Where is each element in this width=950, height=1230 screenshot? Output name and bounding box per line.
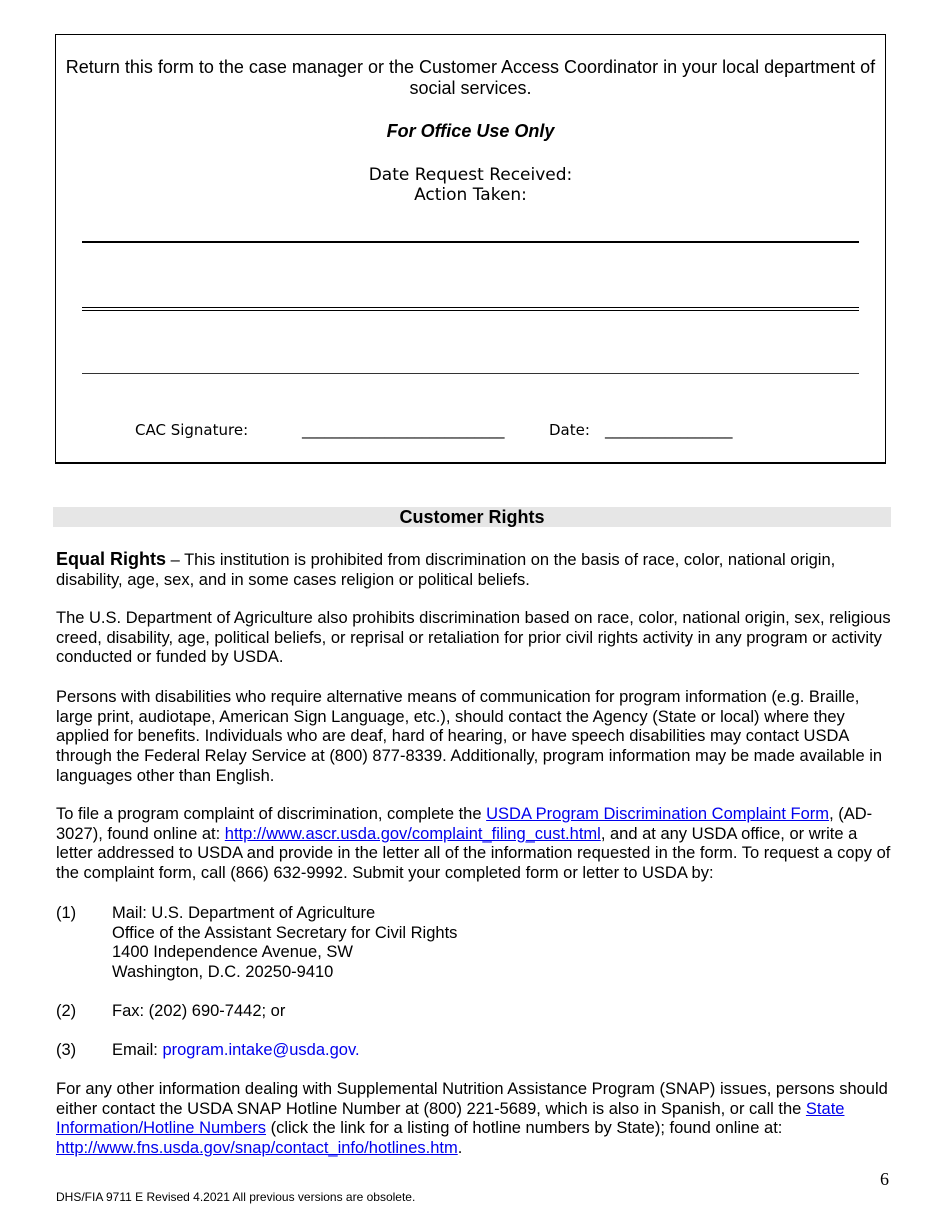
equal-rights-text: – This institution is prohibited from discrimination on the basis of race, color, national origin, disability, age, sex, and in some cases religion or political beliefs. [56,551,836,589]
complaint-intro: To file a program complaint of discrimination, complete the [56,805,487,823]
date-label: Date: [549,421,590,439]
disabilities-paragraph: Persons with disabilities who require alternative means of communication for program information (e.g. Braille, large print, audiotape, American Sign Language, etc.), should contact the Agency (State or local) where they applied for benefits. Individuals who are deaf, hard of hearing, or have speech disabilities may contact USDA through the Federal Relay Service at (800) 877-8339. Additionally, program information may be made available in languages other than English. [56,688,883,785]
action-line-2a[interactable] [82,307,859,308]
action-line-1[interactable] [82,241,859,243]
date-request-received-label: Date Request Received: [368,165,573,185]
snap-hotlines-url-link[interactable]: http://www.fns.usda.gov/snap/contact_info/hotlines.htm [56,1139,458,1158]
cac-signature-label: CAC Signature: [135,421,249,439]
complaint-form-link[interactable]: USDA Program Discrimination Complaint Form [486,805,830,823]
email-link[interactable]: program.intake@usda.gov. [162,1041,360,1059]
complaint-rest: , and at any USDA office, or write a letter addressed to USDA and provide in the letter all of the information requested in the form. To request a copy of the complaint form, call (866) 632-9992. Submit your completed form or letter to USDA by: [56,824,891,883]
complaint-paragraph [56,805,896,884]
date-field[interactable]: _________________ [605,421,733,439]
signature-row [56,421,885,441]
snap-paragraph [56,1080,896,1159]
option-number: (3) [56,1041,77,1059]
usda-prohibits-paragraph: The U.S. Department of Agriculture also prohibits discrimination based on race, color, national origin, sex, religious creed, disability, age, political beliefs, or reprisal or retaliation for prior civil rights activity in any program or activity conducted or funded by USDA. [56,609,891,667]
equal-rights-paragraph [56,550,896,590]
snap-end: . [457,1139,463,1158]
complaint-mid: , (AD-3027), found online at: [56,805,873,843]
email-item [112,1041,360,1061]
office-use-box [55,34,886,463]
option-number: (2) [56,1002,77,1020]
snap-intro: For any other information dealing with Supplemental Nutrition Assistance Program (SNAP) issues, persons should either contact the USDA SNAP Hotline Number at (800) 221-5689, which is also in Spanish, or call the [56,1080,888,1118]
action-line-2b [82,310,859,311]
office-use-title: For Office Use Only [386,121,555,141]
complaint-url-link[interactable]: http://www.ascr.usda.gov/complaint_filing_cust.html [224,824,601,843]
snap-mid: (click the link for a listing of hotline numbers by State); found online at: [266,1119,783,1138]
action-taken-label: Action Taken: [414,185,527,205]
action-line-3[interactable] [82,373,859,374]
mail-address: Mail: U.S. Department of Agriculture Office of the Assistant Secretary for Civil Rights 1400 Independence Avenue, SW Washington, D.C. 20250-9410 [112,904,458,982]
form-footer: DHS/FIA 9711 E Revised 4.2021 All previous versions are obsolete. [56,1190,416,1204]
cac-signature-field[interactable]: ___________________________ [302,421,505,439]
equal-rights-lead: Equal Rights [56,549,167,569]
customer-rights-heading: Customer Rights [53,507,891,527]
fax-number: Fax: (202) 690-7442; or [112,1002,286,1020]
hotline-numbers-link[interactable]: State Information/Hotline Numbers [56,1099,845,1138]
option-number: (1) [56,904,77,922]
page-number: 6 [880,1169,889,1189]
return-instruction: Return this form to the case manager or the Customer Access Coordinator in your local department of social services. [65,57,876,98]
email-label: Email: [112,1041,163,1059]
